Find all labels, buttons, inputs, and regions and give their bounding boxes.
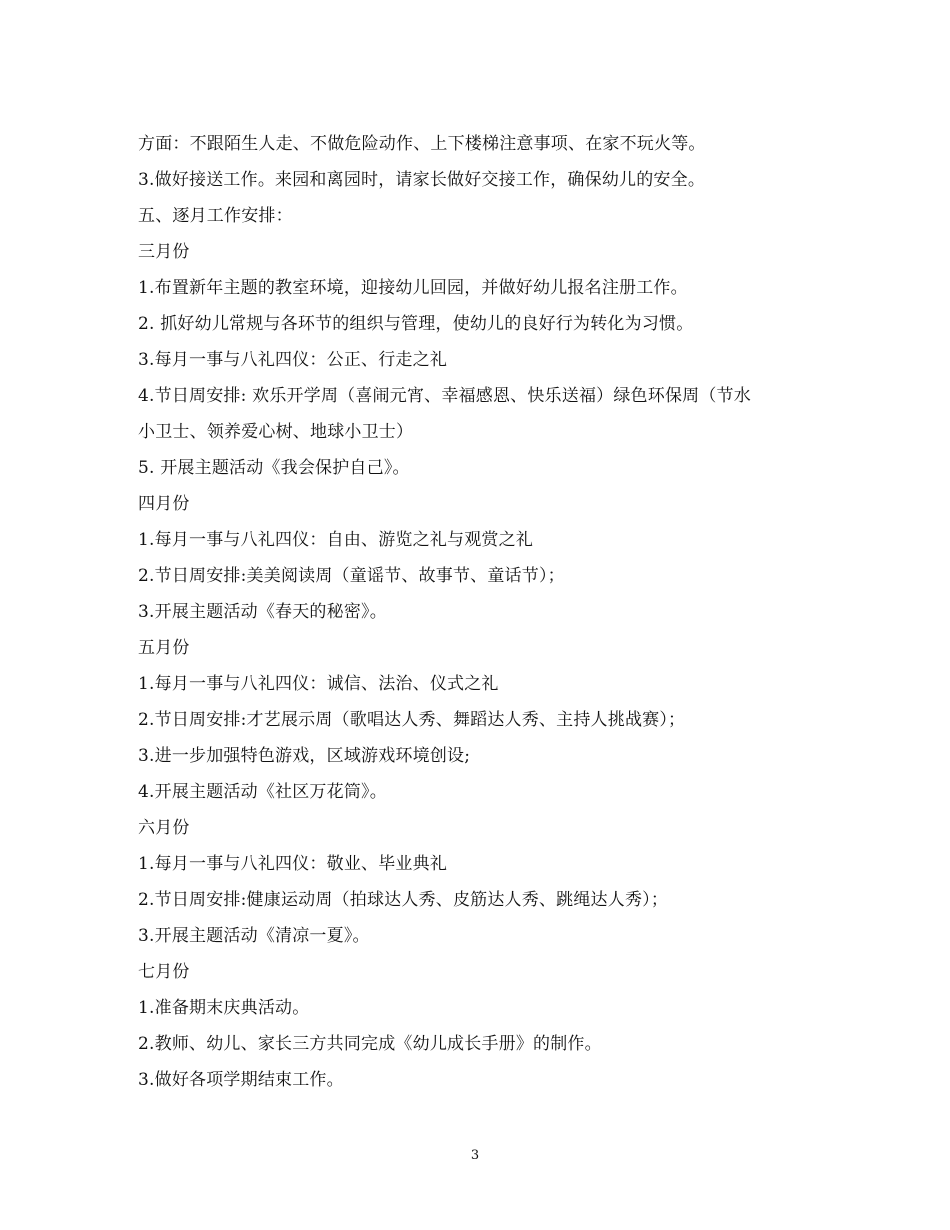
page-number: 3 <box>470 1148 480 1163</box>
text-line: 2.节日周安排:美美阅读周（童谣节、故事节、童话节）； <box>138 566 565 586</box>
text-line: 4.节日周安排: 欢乐开学周（喜闹元宵、幸福感恩、快乐送福）绿色环保周（节水 <box>138 386 751 406</box>
text-line: 2.教师、幼儿、家长三方共同完成《幼儿成长手册》的制作。 <box>138 1034 602 1054</box>
text-line: 3.开展主题活动《清凉一夏》。 <box>138 926 370 946</box>
text-line: 3.开展主题活动《春天的秘密》。 <box>138 602 387 622</box>
text-line: 2.节日周安排:健康运动周（拍球达人秀、皮筋达人秀、跳绳达人秀）； <box>138 890 669 910</box>
month-heading-april: 四月份 <box>138 494 190 514</box>
text-line: 4.开展主题活动《社区万花筒》。 <box>138 782 387 802</box>
text-line: 小卫士、领养爱心树、地球小卫士） <box>138 422 414 442</box>
text-line: 3.进一步加强特色游戏，区域游戏环境创设; <box>138 746 471 766</box>
month-heading-march: 三月份 <box>138 242 190 262</box>
text-line: 1.每月一事与八礼四仪：敬业、毕业典礼 <box>138 854 448 874</box>
text-line: 1.布置新年主题的教室环境，迎接幼儿回园，并做好幼儿报名注册工作。 <box>138 278 688 298</box>
text-line: 方面：不跟陌生人走、不做危险动作、上下楼梯注意事项、在家不玩火等。 <box>138 134 706 154</box>
text-line: 1.每月一事与八礼四仪：诚信、法治、仪式之礼 <box>138 674 499 694</box>
month-heading-may: 五月份 <box>138 638 190 658</box>
text-line: 2. 抓好幼儿常规与各环节的组织与管理，使幼儿的良好行为转化为习惯。 <box>138 314 694 334</box>
text-line: 1.准备期末庆典活动。 <box>138 998 310 1018</box>
text-line: 5. 开展主题活动《我会保护自己》。 <box>138 458 410 478</box>
document-body <box>138 126 828 1098</box>
text-line: 3.每月一事与八礼四仪：公正、行走之礼 <box>138 350 448 370</box>
text-line: 3.做好各项学期结束工作。 <box>138 1070 344 1090</box>
text-line: 3.做好接送工作。来园和离园时，请家长做好交接工作，确保幼儿的安全。 <box>138 170 706 190</box>
month-heading-june: 六月份 <box>138 818 190 838</box>
text-line: 2.节日周安排:才艺展示周（歌唱达人秀、舞蹈达人秀、主持人挑战赛）； <box>138 710 686 730</box>
text-line: 1.每月一事与八礼四仪：自由、游览之礼与观赏之礼 <box>138 530 534 550</box>
month-heading-july: 七月份 <box>138 962 190 982</box>
section-heading: 五、逐月工作安排： <box>138 206 293 226</box>
